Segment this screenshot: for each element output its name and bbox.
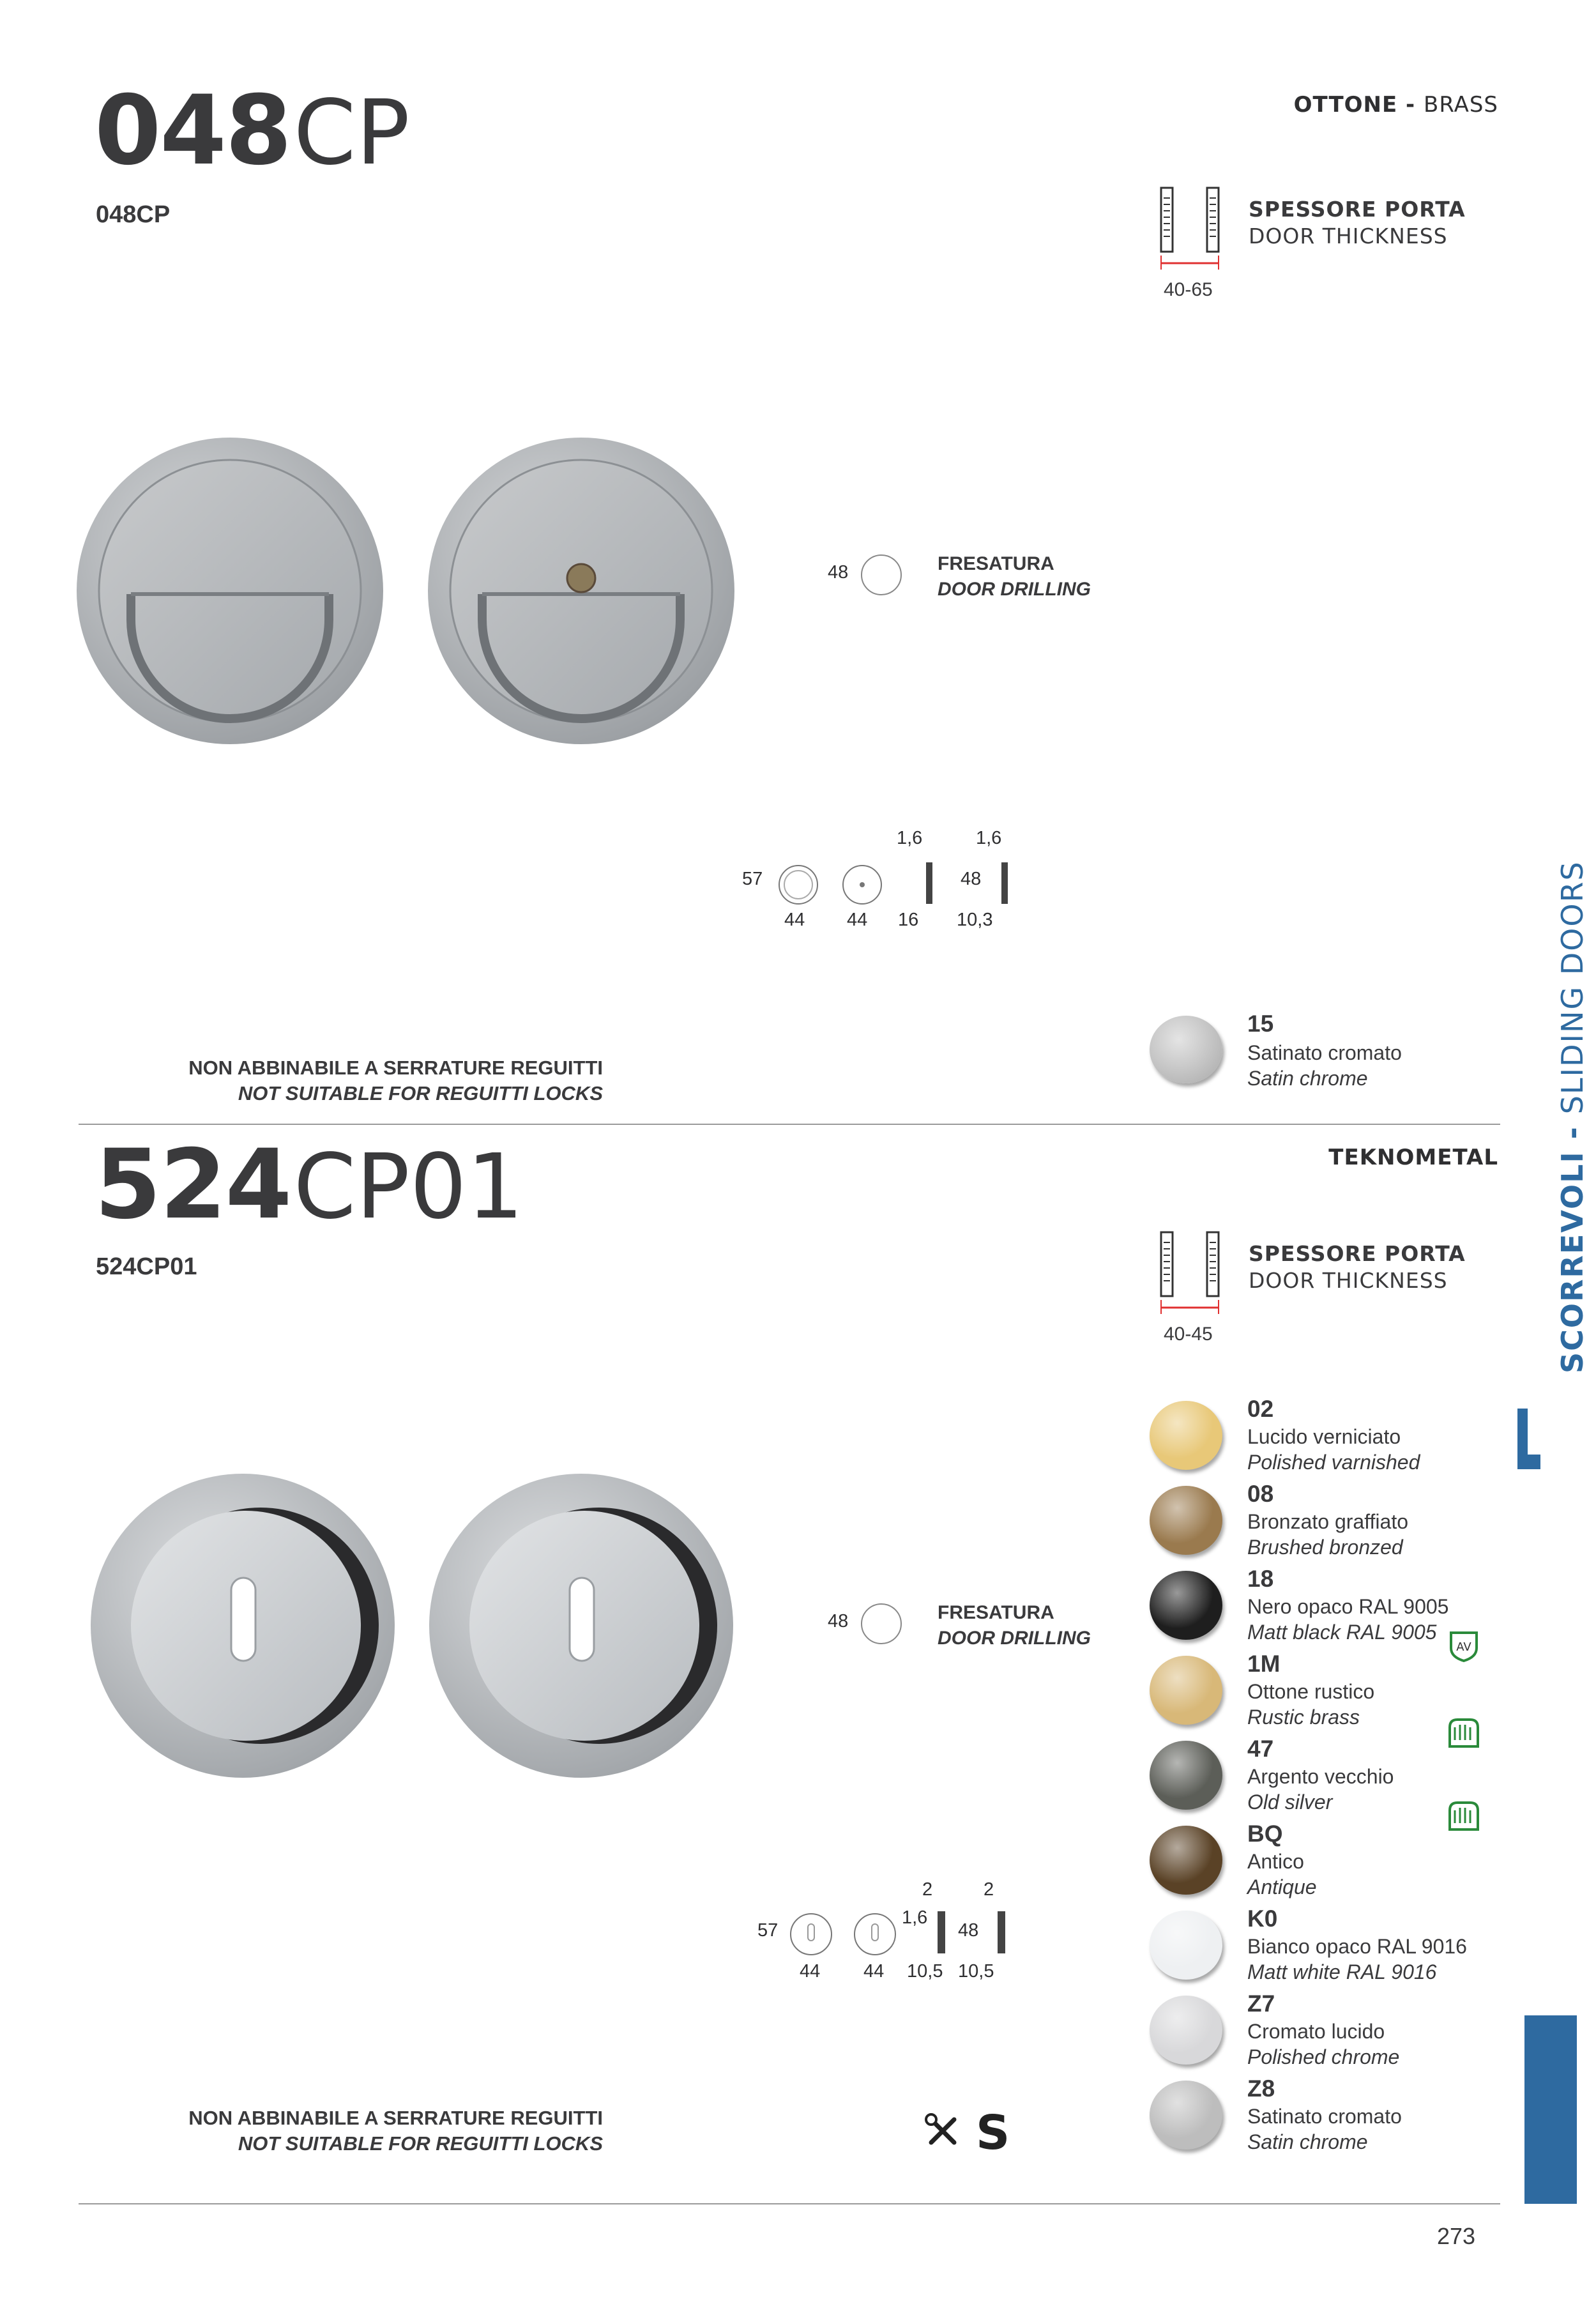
finish-name-en: Satin chrome (1247, 2130, 1368, 2153)
dim-depth-2: 10,5 (958, 1961, 994, 1982)
warning-label-en: NOT SUITABLE FOR REGUITTI LOCKS (238, 1082, 603, 1104)
finish-name: Satinato cromato (1247, 2105, 1402, 2128)
finish-swatch (1150, 2081, 1222, 2150)
finish-name-en: Matt black RAL 9005 (1247, 1621, 1437, 1644)
product-048cp-title (95, 75, 410, 187)
finish-swatch (1150, 1996, 1222, 2065)
finish-name-en: Brushed bronzed (1247, 1536, 1403, 1559)
finish-name: Lucido verniciato (1247, 1425, 1401, 1448)
finish-swatch-15 (1150, 1016, 1222, 1083)
door-thickness-label: SPESSORE PORTA (1249, 1241, 1466, 1266)
dim-width-2: 44 (863, 1961, 885, 1982)
handmade-mark-icon (1445, 1715, 1484, 1750)
finish-swatch (1150, 1571, 1222, 1640)
side-tab-bar (1524, 2015, 1577, 2204)
product-524cp01-title (95, 1129, 524, 1241)
door-thickness-icon (1156, 1230, 1226, 1319)
finish-name: Argento vecchio (1247, 1765, 1394, 1788)
finish-name-en: Satin chrome (1247, 1067, 1368, 1090)
finish-name: Cromato lucido (1247, 2020, 1385, 2043)
finish-name-en: Matt white RAL 9016 (1247, 1960, 1437, 1983)
finish-name: Nero opaco RAL 9005 (1247, 1595, 1449, 1618)
pull-handle-right (428, 438, 734, 744)
page-number: 273 (1437, 2223, 1476, 2249)
finish-name-en: Polished chrome (1247, 2045, 1400, 2068)
drilling-label: FRESATURA (938, 1602, 1054, 1623)
dim-thickness-1: 2 (922, 1879, 933, 1900)
product-code: 048CP (96, 201, 171, 228)
handmade-mark-icon (1445, 1798, 1484, 1833)
dim-outer: 57 (757, 1920, 779, 1941)
dim-depth-2: 10,3 (957, 910, 993, 930)
model-suffix: CP01 (293, 1135, 524, 1239)
finish-code: 47 (1247, 1736, 1274, 1762)
dim-depth: 10,5 (907, 1961, 943, 1982)
model-number: 524 (95, 1129, 291, 1241)
finish-name: Ottone rustico (1247, 1680, 1375, 1703)
finish-name-en: Antique (1247, 1875, 1317, 1898)
thickness-range: 40-65 (1164, 279, 1213, 300)
bottom-divider (79, 2203, 1500, 2204)
side-tab-marker (1515, 1409, 1540, 1469)
dim-outer: 57 (742, 869, 763, 889)
dim-mid: 1,6 (902, 1907, 928, 1928)
dim-width-1: 44 (784, 910, 805, 930)
finish-name-en: Polished varnished (1247, 1451, 1420, 1474)
door-thickness-label-en: DOOR THICKNESS (1249, 1268, 1448, 1293)
drilling-circle-icon (861, 1603, 902, 1644)
door-thickness-label-en: DOOR THICKNESS (1249, 224, 1448, 248)
side-tab-label: SCORREVOLI - SLIDING DOORS (1555, 860, 1590, 1373)
certification-mark-icon (1447, 1629, 1480, 1662)
finish-name: Bianco opaco RAL 9016 (1247, 1935, 1467, 1958)
dim-thickness-2: 1,6 (976, 828, 1002, 848)
model-number: 048 (95, 75, 291, 187)
model-suffix: CP (293, 81, 410, 185)
thickness-range: 40-45 (1164, 1324, 1213, 1345)
door-thickness-label: SPESSORE PORTA (1249, 197, 1466, 222)
drilling-label: FRESATURA (938, 553, 1054, 574)
dim-width-1: 44 (800, 1961, 821, 1982)
material-label: TEKNOMETAL (1328, 1145, 1498, 1170)
finish-swatch (1150, 1826, 1222, 1895)
finish-name-en: Old silver (1247, 1791, 1333, 1814)
finish-code: 1M (1247, 1651, 1281, 1677)
finish-code: 08 (1247, 1481, 1274, 1507)
svg-text:AV: AV (1456, 1640, 1471, 1654)
finish-code: Z8 (1247, 2075, 1275, 2102)
drilling-label-en: DOOR DRILLING (938, 579, 1091, 600)
section-divider (79, 1124, 1500, 1125)
warning-label: NON ABBINABILE A SERRATURE REGUITTI (188, 1057, 603, 1079)
finish-code: Z7 (1247, 1990, 1275, 2017)
drilling-label-en: DOOR DRILLING (938, 1628, 1091, 1649)
warning-label-en: NOT SUITABLE FOR REGUITTI LOCKS (238, 2132, 603, 2155)
drilling-size: 48 (828, 562, 849, 583)
dim-inner: 48 (958, 1920, 979, 1941)
dim-width-2: 44 (847, 910, 868, 930)
drilling-size: 48 (828, 1611, 849, 1631)
door-thickness-icon (1156, 185, 1226, 275)
dim-thickness-2: 2 (984, 1879, 994, 1900)
finish-swatch (1150, 1911, 1222, 1980)
warning-label: NON ABBINABILE A SERRATURE REGUITTI (188, 2107, 603, 2129)
product-code: 524CP01 (96, 1253, 197, 1280)
finish-swatch (1150, 1486, 1222, 1555)
dim-inner: 48 (961, 869, 982, 889)
finish-name: Satinato cromato (1247, 1041, 1402, 1064)
finish-name-en: Rustic brass (1247, 1706, 1360, 1729)
tools-icon (925, 2113, 961, 2149)
finish-code: 02 (1247, 1396, 1274, 1422)
finish-name: Bronzato graffiato (1247, 1510, 1409, 1533)
dim-depth: 16 (898, 910, 919, 930)
s-badge-icon: S (976, 2105, 1010, 2160)
finish-swatch (1150, 1656, 1222, 1725)
material-label: OTTONE - BRASS (1293, 92, 1498, 118)
finish-swatch (1150, 1401, 1222, 1470)
keyhole-handle-left (91, 1474, 395, 1778)
finish-swatch (1150, 1741, 1222, 1810)
product-image-048cp (77, 434, 741, 747)
finish-code: K0 (1247, 1906, 1278, 1932)
drilling-circle-icon (861, 554, 902, 595)
keyhole-handle-right (429, 1474, 733, 1778)
finish-code: 15 (1247, 1011, 1274, 1037)
finish-code: BQ (1247, 1821, 1283, 1847)
dim-thickness-1: 1,6 (897, 828, 923, 848)
pull-handle-left (77, 438, 383, 744)
finish-name: Antico (1247, 1850, 1304, 1873)
product-image-524cp01 (89, 1463, 741, 1789)
finish-code: 18 (1247, 1566, 1274, 1592)
